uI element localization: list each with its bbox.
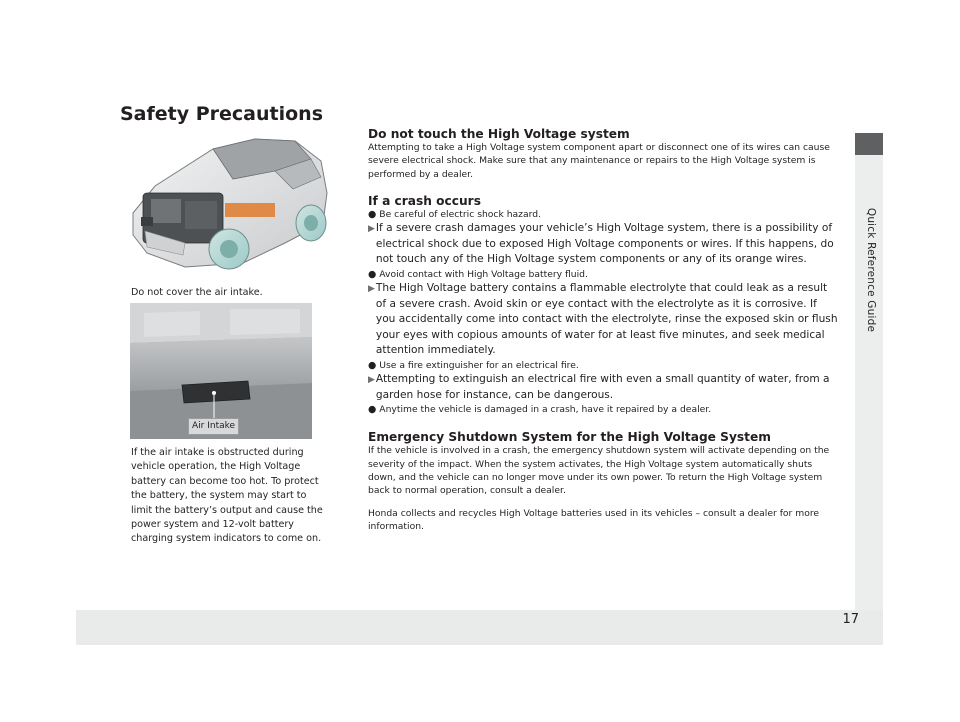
bullet-item: ● Avoid contact with High Voltage battery fluid.: [368, 269, 588, 280]
page-number: 17: [842, 612, 859, 627]
chevron-right-icon: ▶: [368, 374, 375, 385]
para-shutdown: If the vehicle is involved in a crash, the emergency shutdown system will activate depending on the severity of the impact. When the system activates, the High Voltage system automatically shuts down, and the vehicle can no longer move under its own power. To return the High Voltage system back to normal operation, consult a dealer.: [368, 445, 830, 497]
main-content: [368, 127, 838, 534]
page-title: Safety Precautions: [120, 103, 324, 125]
footer-band: [76, 610, 883, 645]
para-recycle: Honda collects and recycles High Voltage batteries used in its vehicles – consult a dealer for more information.: [368, 507, 820, 533]
bullet-item: ● Anytime the vehicle is damaged in a crash, have it repaired by a dealer.: [368, 404, 712, 416]
air-intake-callout: Air Intake: [188, 418, 239, 435]
side-tab-marker: [855, 133, 883, 155]
para-no-touch: Attempting to take a High Voltage system component apart or disconnect one of its wires can cause severe electrical shock. Make sure that any maintenance or repairs to the High Voltage system is performed by a dealer.: [368, 142, 830, 180]
air-intake-note: If the air intake is obstructed during vehicle operation, the High Voltage battery can become too hot. To protect the battery, the system may start to limit the battery’s output and cause the power system and 12-volt battery charging system indicators to come on.: [131, 447, 323, 545]
side-tab-label: Quick Reference Guide: [865, 207, 877, 333]
air-intake-caption: Do not cover the air intake.: [131, 287, 263, 298]
bullet-icon: ●: [368, 404, 377, 416]
bullet-icon: ●: [368, 209, 377, 221]
chevron-right-icon: ▶: [368, 284, 375, 294]
chevron-right-icon: ▶: [368, 224, 375, 235]
car-cutaway-illustration: [125, 131, 331, 274]
heading-no-touch: Do not touch the High Voltage system: [368, 127, 630, 141]
bullet-icon: ●: [368, 269, 377, 280]
bullet-item: ● Use a fire extinguisher for an electrical fire.: [368, 359, 579, 371]
detail-item: ▶ If a severe crash damages your vehicle’s High Voltage system, there is a possibility of electrical shock due to exposed High Voltage components or wires. If this happens, do not touch any of the High Voltage system components or any of its orange wires.: [368, 221, 838, 268]
bullet-item: ● Be careful of electric shock hazard.: [368, 209, 541, 221]
detail-item: ▶ The High Voltage battery contains a flammable electrolyte that could leak as a result of a severe crash. Avoid skin or eye contact with the electrolyte as it is corrosive. If you accidentally come into contact with the electrolyte, rinse the exposed skin or flush your eyes with copious amounts of water for at least five minutes, and seek medical attention immediately.: [368, 281, 838, 359]
bullet-icon: ●: [368, 359, 377, 371]
detail-item: ▶ Attempting to extinguish an electrical fire with even a small quantity of water, from a garden hose for instance, can be dangerous.: [368, 372, 838, 403]
heading-crash: If a crash occurs: [368, 194, 481, 209]
heading-shutdown: Emergency Shutdown System for the High Voltage System: [368, 430, 771, 445]
